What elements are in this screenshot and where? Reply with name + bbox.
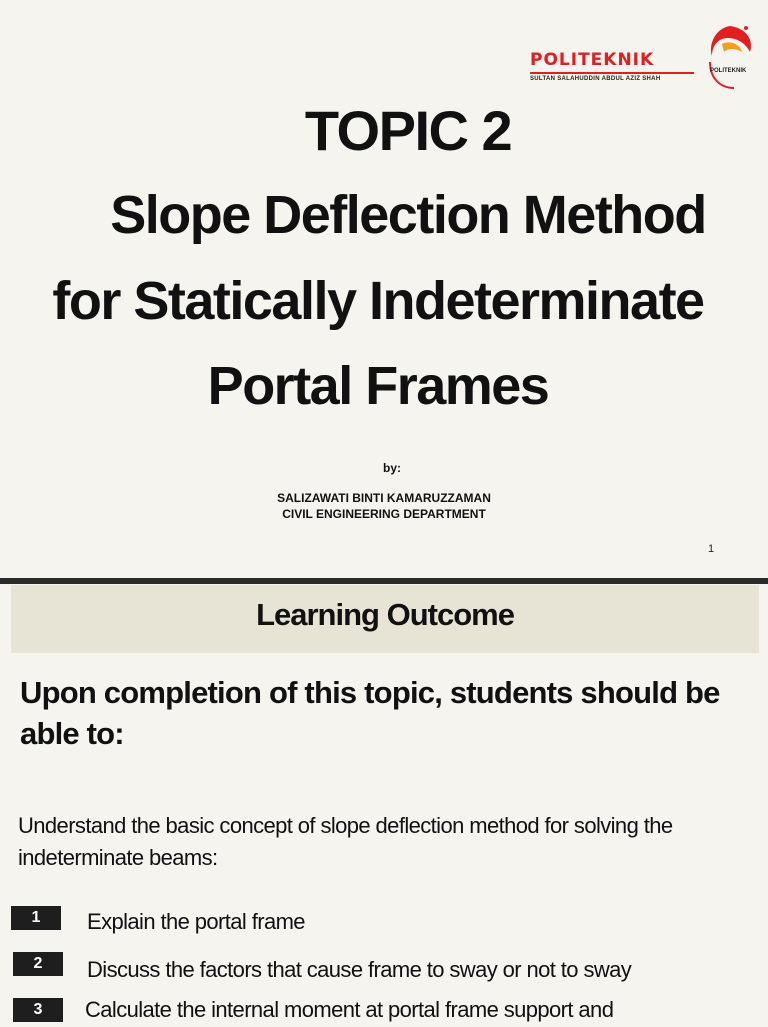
page-number: 1 (708, 543, 715, 555)
item-number-badge: 3 (13, 998, 63, 1022)
item-text: Explain the portal frame (87, 909, 305, 934)
department-name: CIVIL ENGINEERING DEPARTMENT (282, 507, 486, 521)
item-text: Discuss the factors that cause frame to sway or not to sway (87, 957, 632, 982)
logo-subtitle: SULTAN SALAHUDDIN ABDUL AZIZ SHAH (530, 76, 661, 82)
slide-title-line-3: for Statically Indeterminate (52, 271, 704, 331)
logo-wordmark: POLITEKNIK (530, 50, 655, 70)
logo-underline (530, 72, 694, 74)
logo-emblem-icon (700, 22, 758, 92)
author-name: SALIZAWATI BINTI KAMARUZZAMAN (277, 491, 491, 505)
outcome-description: Understand the basic concept of slope deflection method for solving the indeterminate beams: (18, 813, 673, 870)
intro-text: Upon completion of this topic, students should be able to: (20, 675, 720, 751)
item-number-badge: 2 (13, 952, 63, 976)
learning-outcome-slide (0, 584, 768, 1024)
list-item (0, 997, 768, 1027)
politeknik-logo (528, 22, 758, 92)
item-number-badge: 1 (11, 906, 61, 930)
list-item (0, 906, 768, 936)
logo-emblem-label: POLITEKNIK (710, 68, 747, 74)
list-item (0, 952, 768, 982)
slide-title-line-2: Slope Deflection Method (110, 185, 706, 245)
by-label: by: (383, 461, 401, 475)
heading-band (11, 585, 759, 653)
slide-heading: Learning Outcome (256, 597, 514, 632)
slide-title-line-1: TOPIC 2 (304, 99, 512, 162)
item-text: Calculate the internal moment at portal frame support and (85, 997, 614, 1022)
slide-title-line-4: Portal Frames (207, 356, 549, 416)
